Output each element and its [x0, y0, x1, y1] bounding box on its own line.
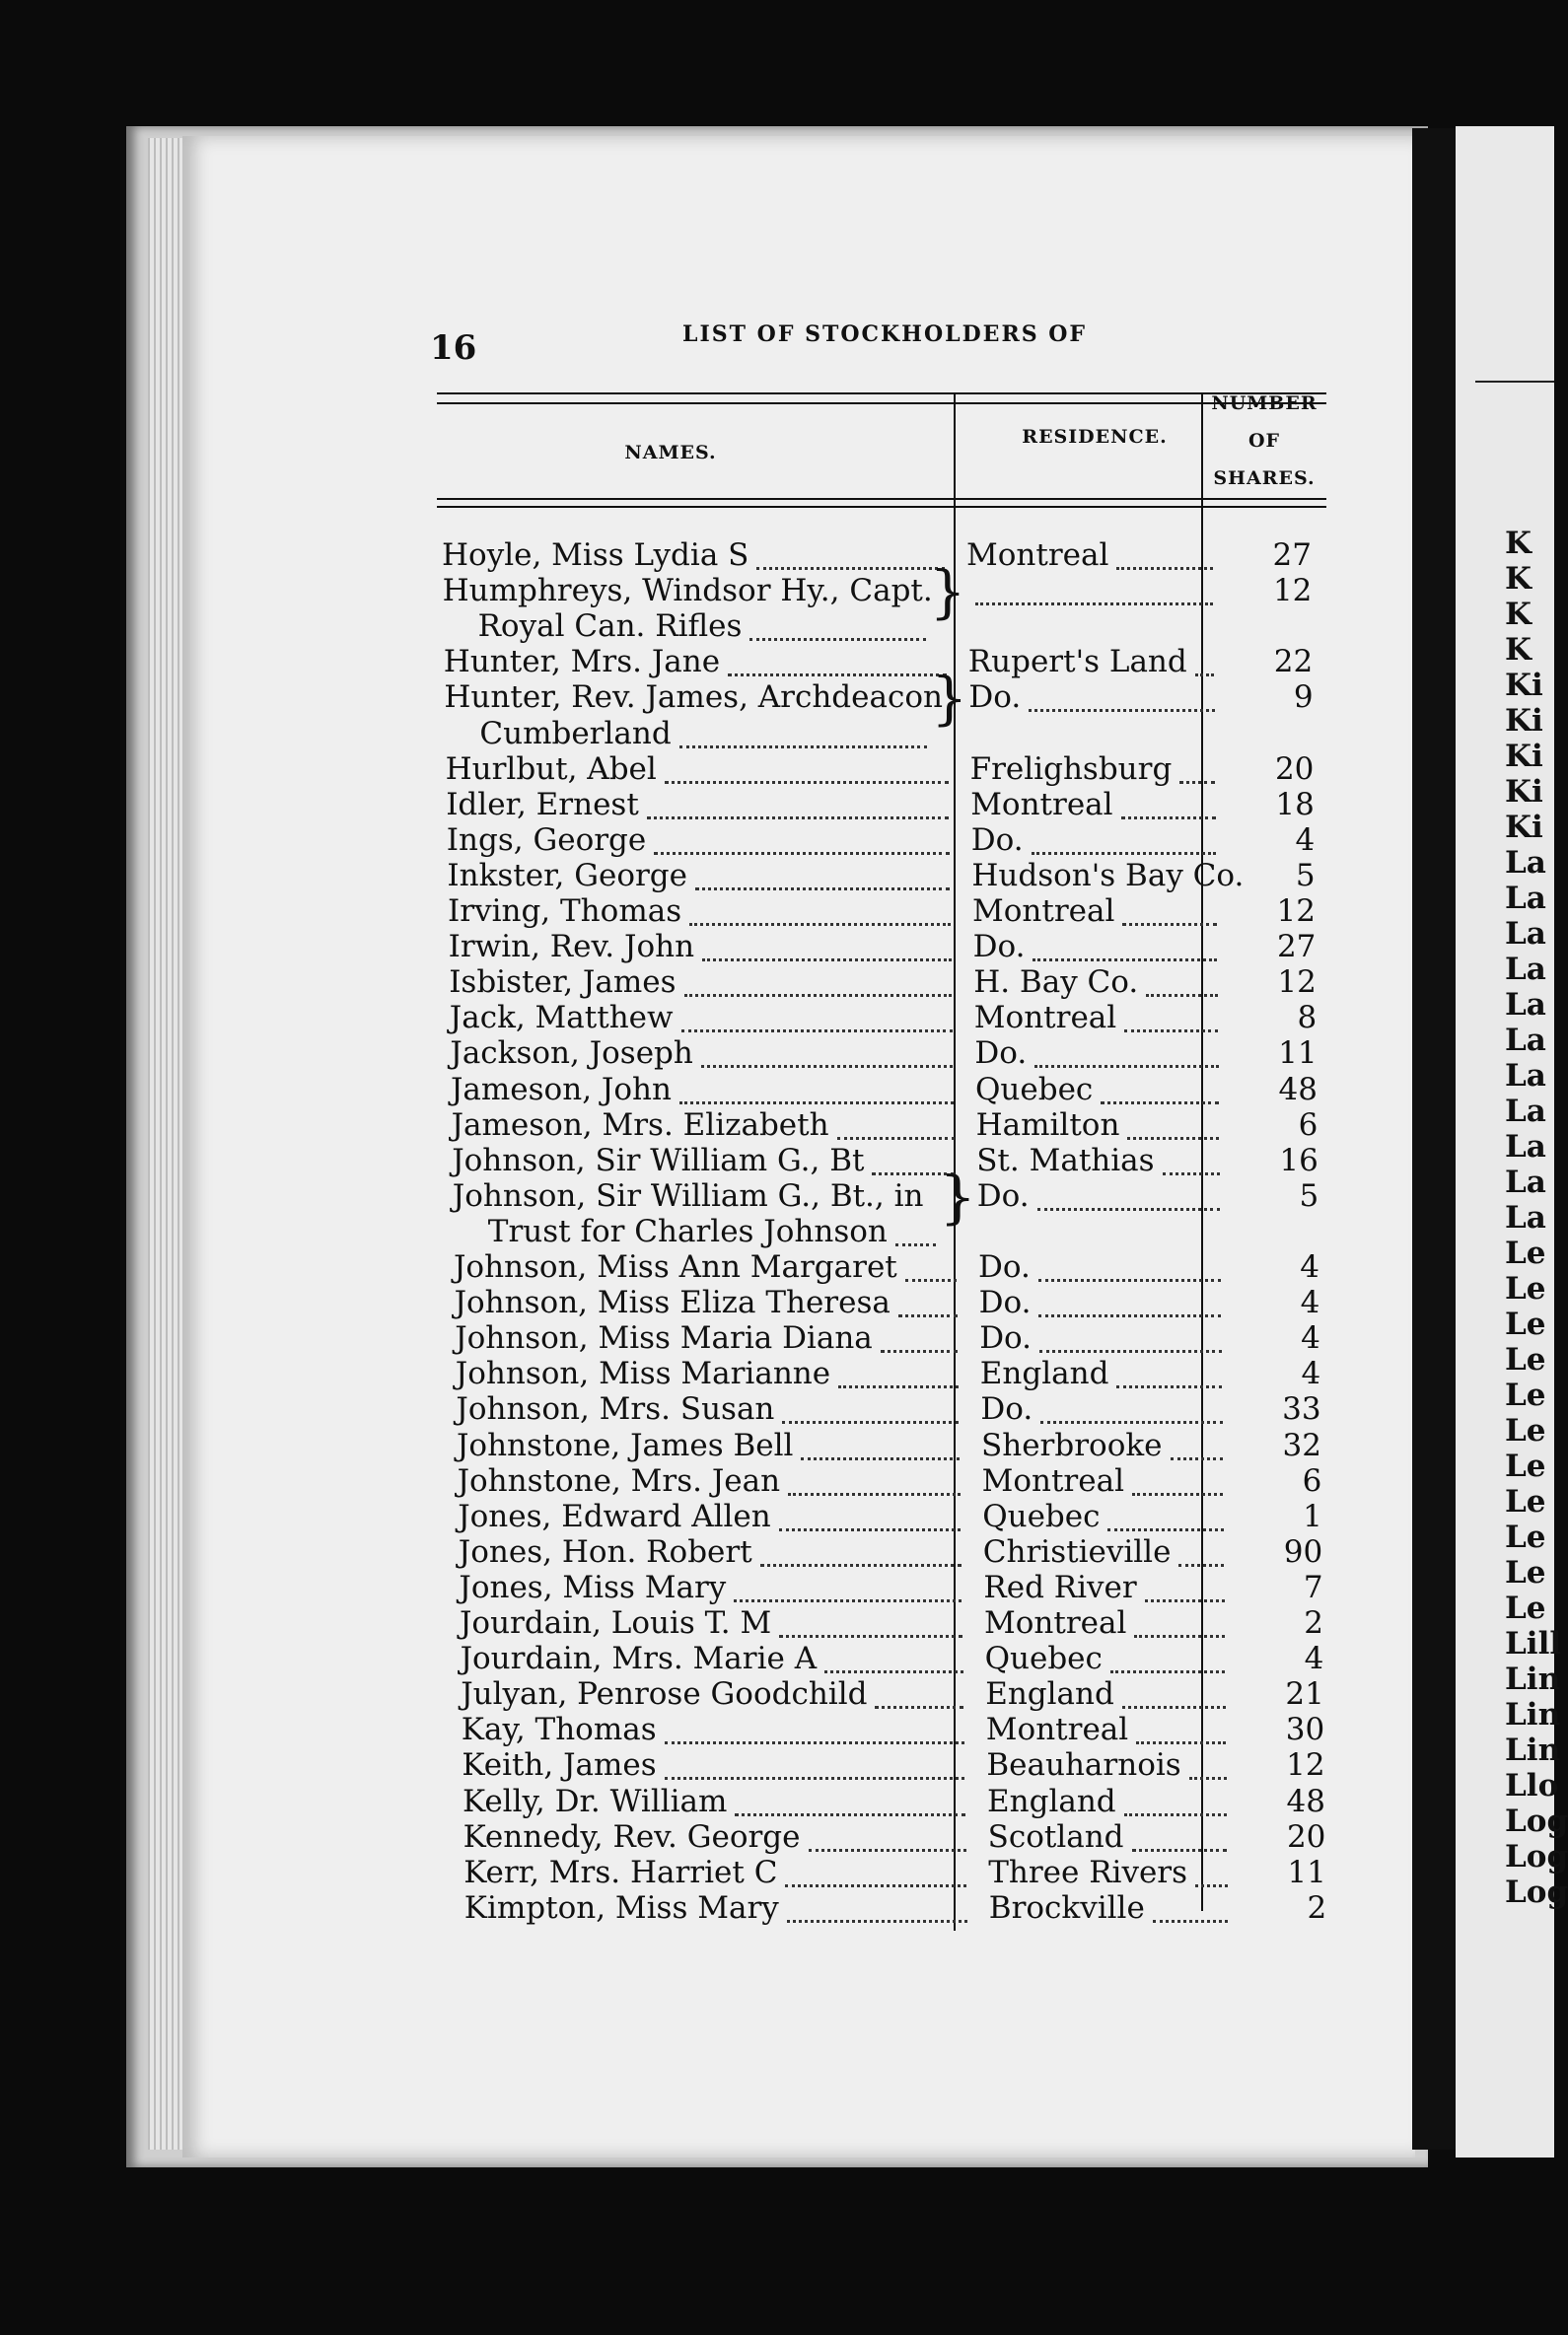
dot-leader — [787, 1890, 967, 1923]
dot-leader — [728, 644, 947, 676]
facing-page-letters: La — [1505, 845, 1546, 881]
header-top-rule — [437, 392, 1326, 394]
dot-leader — [1122, 893, 1217, 926]
dot-leader — [1121, 787, 1216, 819]
dot-leader — [665, 1747, 965, 1780]
dot-leader — [809, 1819, 966, 1852]
residence-cell: Montreal — [985, 1712, 1129, 1748]
stockholder-name: Jack, Matthew — [449, 1000, 674, 1036]
residence-cell: Montreal — [970, 786, 1113, 822]
table-row — [0, 1784, 1554, 1819]
dot-leader — [735, 1784, 965, 1816]
facing-page-letters: La — [1505, 916, 1546, 952]
dot-leader — [647, 787, 949, 819]
table-row — [0, 1712, 1554, 1747]
shares-cell: 48 — [1286, 1783, 1325, 1819]
dot-leader — [1171, 1428, 1224, 1460]
dot-leader — [756, 537, 945, 570]
dot-leader — [665, 751, 949, 784]
table-row — [0, 1641, 1554, 1676]
residence-cell: Do. — [972, 929, 1026, 965]
shares-cell: 11 — [1287, 1854, 1326, 1890]
residence-cell: Do. — [968, 679, 1022, 716]
table-row — [0, 1391, 1554, 1427]
residence-cell: Do. — [979, 1320, 1033, 1357]
facing-page-letters: Lin — [1505, 1733, 1561, 1768]
residence-cell: Rupert's Land — [967, 644, 1187, 680]
table-row — [0, 929, 1554, 964]
table-row — [0, 679, 1554, 715]
dot-leader — [681, 1000, 953, 1032]
dot-leader — [779, 1605, 962, 1638]
dot-leader — [1038, 1249, 1221, 1282]
facing-page-letters: Le — [1505, 1449, 1546, 1484]
facing-page-letters: Ki — [1505, 774, 1543, 810]
dot-leader — [1189, 1747, 1227, 1780]
facing-page-rule — [1475, 381, 1554, 383]
stockholder-name: Johnson, Miss Maria Diana — [455, 1320, 873, 1357]
shares-cell: 5 — [1295, 857, 1316, 893]
residence-cell: Do. — [976, 1177, 1030, 1214]
residence-cell: Montreal — [981, 1462, 1124, 1499]
stockholder-name: Hunter, Rev. James, Archdeacon — [444, 679, 943, 716]
table-row — [0, 1855, 1554, 1890]
stockholder-name: Johnson, Miss Ann Margaret — [454, 1249, 897, 1285]
residence-cell: Do. — [970, 821, 1024, 858]
facing-page-letters: La — [1505, 1094, 1546, 1129]
stockholder-name: Kennedy, Rev. George — [463, 1818, 801, 1855]
shares-cell: 4 — [1295, 821, 1316, 858]
dot-leader — [905, 1249, 957, 1282]
dot-leader — [1029, 679, 1214, 712]
residence-cell: Do. — [980, 1391, 1033, 1428]
dot-leader — [665, 1712, 964, 1744]
stockholder-name: Johnson, Mrs. Susan — [456, 1391, 775, 1428]
brace-glyph: } — [929, 558, 966, 626]
table-row — [0, 1178, 1554, 1214]
shares-cell: 27 — [1276, 929, 1317, 965]
facing-page-letters: Le — [1505, 1555, 1546, 1591]
dot-leader — [1134, 1605, 1225, 1638]
dot-leader — [654, 822, 950, 855]
dot-leader — [1038, 1285, 1221, 1317]
table-row — [0, 1676, 1554, 1712]
dot-leader — [1153, 1890, 1228, 1923]
residence-cell: Montreal — [984, 1605, 1127, 1641]
stockholder-name: Irving, Thomas — [448, 893, 682, 929]
stockholder-name: Hunter, Mrs. Jane — [443, 644, 721, 680]
stockholder-name-continued: Trust for Charles Johnson — [487, 1213, 888, 1249]
dot-leader — [1116, 1356, 1222, 1388]
residence-cell: Frelighsburg — [969, 750, 1173, 787]
facing-page-letters: Ki — [1505, 739, 1543, 774]
residence-cell: Brockville — [988, 1889, 1145, 1926]
dot-leader — [1110, 1641, 1226, 1673]
table-row-continuation — [0, 1214, 1554, 1249]
table-row — [0, 822, 1554, 858]
stockholder-name: Jones, Miss Mary — [459, 1569, 727, 1605]
dot-leader — [1179, 751, 1215, 784]
stockholder-name: Jackson, Joseph — [450, 1035, 693, 1072]
residence-cell: Montreal — [973, 1000, 1117, 1036]
shares-cell: 4 — [1301, 1356, 1321, 1392]
running-head: LIST OF STOCKHOLDERS OF — [682, 321, 1088, 347]
table-row — [0, 1285, 1554, 1320]
brace-glyph: } — [931, 665, 968, 733]
shares-cell: 4 — [1304, 1641, 1324, 1677]
residence-cell: Beauharnois — [986, 1747, 1181, 1784]
facing-page-letters: Ki — [1505, 668, 1543, 703]
facing-page-letters: Log — [1505, 1804, 1568, 1839]
facing-page-letters: Le — [1505, 1484, 1546, 1520]
dot-leader — [1101, 1072, 1219, 1104]
residence-cell: Scotland — [987, 1818, 1124, 1855]
residence-cell: England — [985, 1676, 1114, 1713]
residence-cell: Quebec — [982, 1498, 1101, 1534]
dot-leader — [679, 1072, 954, 1104]
table-row — [0, 1320, 1554, 1356]
facing-page-letters: La — [1505, 987, 1546, 1023]
stockholder-name: Kerr, Mrs. Harriet C — [463, 1854, 778, 1890]
residence-cell: St. Mathias — [976, 1142, 1155, 1178]
dot-leader — [689, 893, 951, 926]
dot-leader — [1136, 1712, 1226, 1744]
residence-column-header: RESIDENCE. — [1022, 426, 1168, 448]
facing-page-letters: Le — [1505, 1413, 1546, 1449]
dot-leader — [779, 1499, 961, 1531]
facing-page-letters: La — [1505, 1058, 1546, 1094]
dot-leader — [785, 1855, 966, 1887]
residence-cell: Three Rivers — [988, 1854, 1188, 1890]
dot-leader — [782, 1391, 959, 1424]
stockholder-name: Ings, George — [446, 821, 647, 858]
stockholder-name: Johnson, Miss Eliza Theresa — [454, 1285, 891, 1321]
shares-cell: 20 — [1286, 1818, 1326, 1855]
dot-leader — [1122, 1676, 1226, 1709]
dot-leader — [881, 1320, 958, 1353]
table-row — [0, 1428, 1554, 1463]
facing-page-letters: Ki — [1505, 810, 1543, 845]
dot-leader — [1124, 1000, 1218, 1032]
header-top-rule-2 — [437, 402, 1326, 404]
residence-cell: Red River — [983, 1569, 1137, 1605]
brace-glyph: } — [939, 1163, 976, 1231]
facing-page-letters: K — [1505, 597, 1532, 632]
facing-page-letters: Le — [1505, 1520, 1546, 1555]
stockholder-name: Jameson, John — [451, 1071, 672, 1107]
shares-cell: 16 — [1279, 1142, 1319, 1178]
residence-cell: Do. — [978, 1285, 1032, 1321]
shares-cell: 2 — [1304, 1605, 1323, 1641]
dot-leader — [684, 964, 953, 997]
facing-page-letters: K — [1505, 526, 1532, 561]
shares-cell: 12 — [1276, 893, 1316, 929]
shares-cell: 8 — [1297, 1000, 1318, 1036]
stockholder-name: Isbister, James — [449, 964, 677, 1001]
table-row — [0, 787, 1554, 822]
shares-cell: 7 — [1303, 1569, 1323, 1605]
dot-leader — [1195, 1855, 1228, 1887]
residence-cell: Christieville — [982, 1533, 1172, 1570]
dot-leader — [760, 1534, 962, 1567]
stockholder-name: Idler, Ernest — [446, 786, 639, 822]
residence-cell: England — [979, 1356, 1109, 1392]
page-number: 16 — [430, 328, 477, 368]
facing-page-letters: Le — [1505, 1342, 1546, 1378]
table-row — [0, 1143, 1554, 1178]
residence-cell: H. Bay Co. — [973, 964, 1139, 1001]
shares-cell: 2 — [1307, 1889, 1327, 1926]
dot-leader — [701, 1035, 954, 1068]
residence-cell: Quebec — [984, 1641, 1103, 1677]
stockholder-name: Keith, James — [462, 1747, 657, 1784]
dot-leader — [838, 1356, 959, 1388]
header-bottom-rule-2 — [437, 506, 1326, 508]
table-row — [0, 1819, 1554, 1855]
facing-page-letters: Le — [1505, 1236, 1546, 1271]
dot-leader — [875, 1676, 963, 1709]
dot-leader — [1132, 1819, 1228, 1852]
facing-page-letters: Llo — [1505, 1768, 1559, 1804]
dot-leader — [1195, 644, 1214, 676]
dot-leader — [837, 1107, 955, 1140]
names-column-header: NAMES. — [624, 442, 717, 463]
residence-cell: Hudson's Bay Co. — [971, 857, 1245, 893]
residence-cell: Montreal — [972, 893, 1115, 929]
table-row — [0, 1000, 1554, 1035]
dot-leader — [749, 608, 925, 641]
facing-page-letters: La — [1505, 1129, 1546, 1165]
dot-leader — [1116, 537, 1213, 570]
facing-page-letters: Log — [1505, 1875, 1568, 1910]
facing-page-letters: K — [1505, 632, 1532, 668]
shares-cell: 6 — [1302, 1462, 1322, 1499]
shares-cell: 20 — [1274, 750, 1315, 787]
shares-cell: 12 — [1277, 964, 1317, 1001]
shares-cell: 12 — [1272, 573, 1313, 609]
shares-cell: 90 — [1283, 1533, 1323, 1570]
shares-cell: 27 — [1272, 537, 1312, 573]
dot-leader — [975, 573, 1214, 605]
stockholder-name: Johnson, Sir William G., Bt — [452, 1142, 865, 1178]
facing-page-letters: K — [1505, 561, 1532, 597]
shares-cell: 33 — [1282, 1391, 1321, 1428]
facing-page-letters: Le — [1505, 1591, 1546, 1626]
dot-leader — [702, 929, 952, 961]
residence-cell: England — [987, 1783, 1116, 1819]
table-row — [0, 1534, 1554, 1570]
dot-leader — [1033, 929, 1217, 961]
table-row — [0, 573, 1554, 608]
header-bottom-rule — [437, 498, 1326, 500]
facing-page-letters: Lin — [1505, 1662, 1561, 1697]
stockholder-name: Jourdain, Louis T. M — [460, 1605, 772, 1641]
table-row — [0, 1072, 1554, 1107]
dot-leader — [1132, 1463, 1223, 1496]
dot-leader — [695, 858, 950, 890]
stockholder-name: Inkster, George — [447, 857, 688, 893]
dot-leader — [1146, 964, 1218, 997]
facing-page-letters: Le — [1505, 1378, 1546, 1413]
table-row — [0, 1249, 1554, 1285]
residence-cell: Do. — [978, 1249, 1031, 1285]
shares-cell: 4 — [1300, 1285, 1320, 1321]
residence-cell: Montreal — [966, 537, 1109, 573]
dot-leader — [1032, 822, 1217, 855]
shares-cell: 48 — [1278, 1071, 1318, 1107]
facing-page-letters: Le — [1505, 1271, 1546, 1307]
stockholder-name: Irwin, Rev. John — [448, 929, 695, 965]
dot-leader — [1163, 1143, 1220, 1175]
stockholder-name: Julyan, Penrose Goodchild — [461, 1676, 868, 1713]
dot-leader — [898, 1285, 958, 1317]
shares-cell: 21 — [1285, 1676, 1324, 1713]
shares-cell: 6 — [1298, 1106, 1319, 1143]
table-row — [0, 751, 1554, 787]
stockholder-name: Jones, Edward Allen — [458, 1498, 771, 1534]
stockholder-name: Hoyle, Miss Lydia S — [442, 537, 749, 573]
stockholder-name-continued: Cumberland — [479, 715, 672, 751]
shares-column-header: NUMBER OF SHARES. — [1211, 392, 1318, 489]
dot-leader — [1039, 1320, 1222, 1353]
stockholder-name: Jameson, Mrs. Elizabeth — [451, 1106, 829, 1143]
shares-cell: 1 — [1303, 1498, 1322, 1534]
table-row — [0, 1356, 1554, 1391]
facing-page-letters: Le — [1505, 1307, 1546, 1342]
shares-cell: 32 — [1282, 1427, 1321, 1463]
table-row — [0, 1107, 1554, 1143]
stockholder-name: Kay, Thomas — [461, 1712, 657, 1748]
dot-leader — [895, 1214, 936, 1246]
facing-page-letters: Lin — [1505, 1697, 1561, 1733]
table-row — [0, 1890, 1554, 1926]
facing-page-letters: Log — [1505, 1839, 1568, 1875]
dot-leader — [1145, 1570, 1225, 1602]
shares-cell: 18 — [1275, 786, 1315, 822]
facing-page-letters: La — [1505, 881, 1546, 916]
shares-cell: 11 — [1278, 1035, 1318, 1072]
stockholder-name: Johnson, Sir William G., Bt., in — [452, 1177, 924, 1214]
table-row — [0, 644, 1554, 679]
dot-leader — [734, 1570, 962, 1602]
stockholder-name: Johnstone, Mrs. Jean — [457, 1462, 781, 1499]
residence-cell: Hamilton — [975, 1106, 1120, 1143]
table-row — [0, 1747, 1554, 1783]
facing-page-letters: La — [1505, 1165, 1546, 1200]
table-row — [0, 964, 1554, 1000]
shares-cell: 5 — [1299, 1177, 1319, 1214]
facing-page-letters: Lill — [1505, 1626, 1562, 1662]
facing-page-letters: La — [1505, 952, 1546, 987]
table-row — [0, 1463, 1554, 1499]
stockholder-name: Hurlbut, Abel — [445, 750, 657, 787]
dot-leader — [1034, 1035, 1218, 1068]
shares-cell: 9 — [1293, 679, 1314, 716]
dot-leader — [824, 1641, 962, 1673]
table-row — [0, 1605, 1554, 1641]
table-row-continuation — [0, 608, 1554, 644]
table-row — [0, 893, 1554, 929]
table-row — [0, 1499, 1554, 1534]
table-row-continuation — [0, 716, 1554, 751]
dot-leader — [1127, 1107, 1219, 1140]
residence-cell: Do. — [974, 1035, 1028, 1072]
table-row — [0, 858, 1554, 893]
facing-page-letters: La — [1505, 1023, 1546, 1058]
stockholder-name: Johnson, Miss Marianne — [455, 1356, 831, 1392]
shares-cell: 4 — [1301, 1320, 1320, 1357]
stockholder-name: Johnstone, James Bell — [457, 1427, 794, 1463]
table-row — [0, 1035, 1554, 1071]
stockholder-name: Jourdain, Mrs. Marie A — [460, 1641, 818, 1677]
stockholder-name: Humphreys, Windsor Hy., Capt. — [442, 573, 933, 609]
stockholder-name: Kelly, Dr. William — [463, 1783, 728, 1819]
dot-leader — [1040, 1391, 1222, 1424]
table-row — [0, 537, 1554, 573]
stockholder-name: Kimpton, Miss Mary — [463, 1889, 779, 1926]
residence-cell: Quebec — [975, 1071, 1094, 1107]
dot-leader — [801, 1428, 960, 1460]
dot-leader — [1124, 1784, 1227, 1816]
shares-cell: 4 — [1300, 1249, 1319, 1285]
dot-leader — [679, 716, 928, 748]
dot-leader — [1178, 1534, 1224, 1567]
table-row — [0, 1570, 1554, 1605]
shares-cell: 22 — [1273, 644, 1314, 680]
facing-page-letters: La — [1505, 1200, 1546, 1236]
dot-leader — [788, 1463, 961, 1496]
dot-leader — [1037, 1178, 1221, 1211]
facing-page-letters: Ki — [1505, 703, 1543, 739]
residence-cell: Sherbrooke — [981, 1427, 1163, 1463]
dot-leader — [1107, 1499, 1223, 1531]
stockholder-name: Jones, Hon. Robert — [458, 1533, 752, 1570]
shares-cell: 30 — [1285, 1712, 1325, 1748]
stockholder-name-continued: Royal Can. Rifles — [477, 608, 743, 645]
shares-cell: 12 — [1286, 1747, 1325, 1784]
